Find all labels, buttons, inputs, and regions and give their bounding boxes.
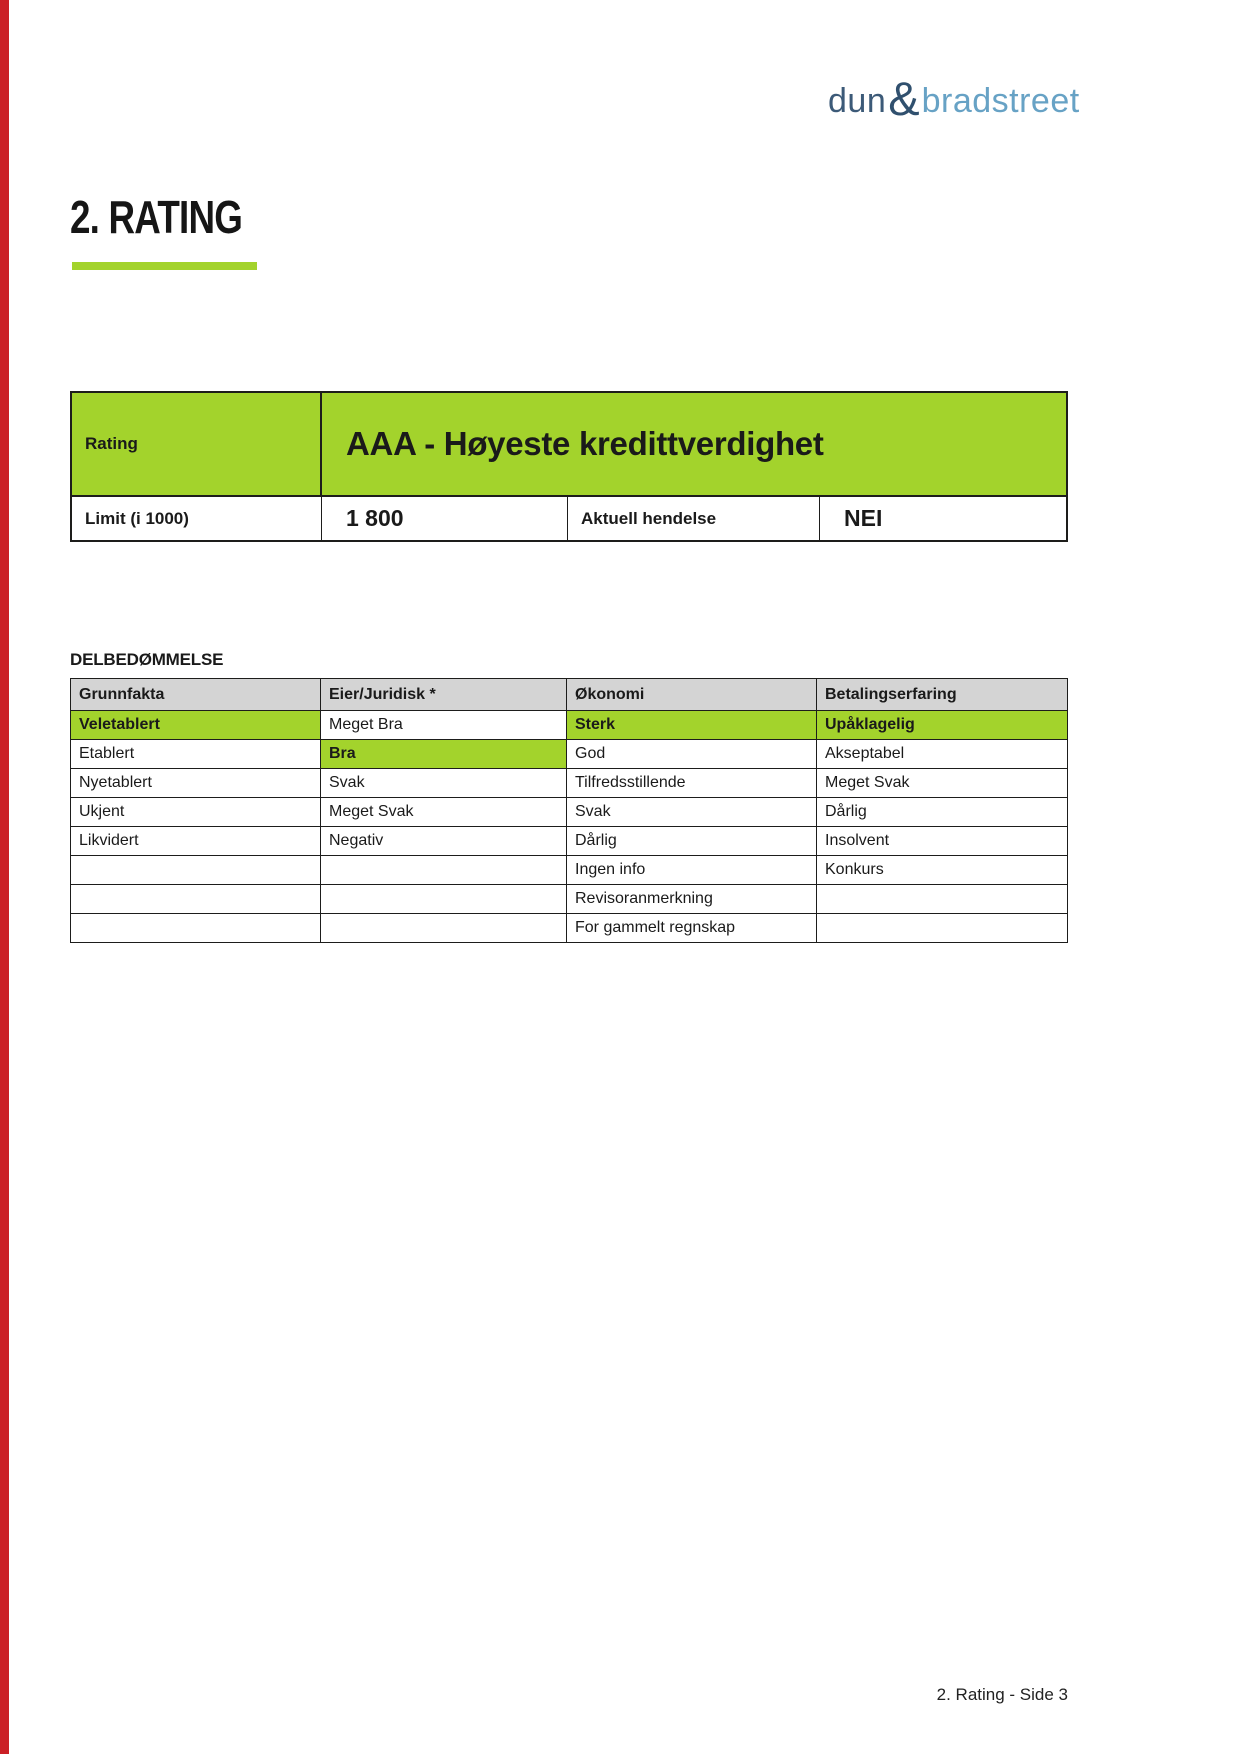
table-cell: Negativ xyxy=(321,827,567,856)
table-cell: Ingen info xyxy=(567,856,817,885)
column-header: Økonomi xyxy=(567,679,817,711)
table-cell: Upåklagelig xyxy=(817,711,1068,740)
table-cell: Meget Svak xyxy=(817,769,1068,798)
table-cell: Ukjent xyxy=(71,798,321,827)
limit-row xyxy=(70,497,1068,542)
subratings-table xyxy=(70,678,1068,943)
subratings-title: DELBEDØMMELSE xyxy=(70,650,224,669)
title-underline xyxy=(72,262,257,270)
rating-label: Rating xyxy=(72,393,322,495)
table-cell xyxy=(71,856,321,885)
table-cell: Sterk xyxy=(567,711,817,740)
table-cell: God xyxy=(567,740,817,769)
table-cell: Bra xyxy=(321,740,567,769)
table-cell: Likvidert xyxy=(71,827,321,856)
dnb-logo xyxy=(828,68,1080,123)
table-cell: Dårlig xyxy=(567,827,817,856)
column-header: Eier/Juridisk * xyxy=(321,679,567,711)
page-edge-stripe xyxy=(0,0,9,1754)
logo-word-dun: dun xyxy=(828,82,887,120)
table-cell: Svak xyxy=(567,798,817,827)
table-cell: Etablert xyxy=(71,740,321,769)
table-cell xyxy=(71,885,321,914)
table-cell xyxy=(321,856,567,885)
table-cell: Tilfredsstillende xyxy=(567,769,817,798)
page-title: 2. RATING xyxy=(70,191,243,243)
column-header: Betalingserfaring xyxy=(817,679,1068,711)
table-cell: Konkurs xyxy=(817,856,1068,885)
table-cell: Dårlig xyxy=(817,798,1068,827)
table-cell: Revisoranmerkning xyxy=(567,885,817,914)
table-cell xyxy=(321,885,567,914)
current-event-label: Aktuell hendelse xyxy=(568,497,820,540)
table-cell xyxy=(71,914,321,943)
table-cell: Meget Svak xyxy=(321,798,567,827)
table-cell: Akseptabel xyxy=(817,740,1068,769)
page-footer: 2. Rating - Side 3 xyxy=(936,1685,1068,1704)
table-cell xyxy=(817,914,1068,943)
current-event-value: NEI xyxy=(820,497,1066,540)
rating-value: AAA - Høyeste kredittverdighet xyxy=(322,393,1066,495)
column-header: Grunnfakta xyxy=(71,679,321,711)
table-cell: For gammelt regnskap xyxy=(567,914,817,943)
table-cell: Nyetablert xyxy=(71,769,321,798)
table-cell xyxy=(321,914,567,943)
table-cell: Veletablert xyxy=(71,711,321,740)
table-cell: Insolvent xyxy=(817,827,1068,856)
table-cell: Meget Bra xyxy=(321,711,567,740)
limit-label: Limit (i 1000) xyxy=(72,497,322,540)
logo-ampersand-icon: & xyxy=(888,72,920,125)
table-cell: Svak xyxy=(321,769,567,798)
rating-table xyxy=(70,391,1068,542)
limit-value: 1 800 xyxy=(322,497,568,540)
rating-row xyxy=(70,391,1068,497)
logo-word-bradstreet: bradstreet xyxy=(921,82,1080,120)
table-cell xyxy=(817,885,1068,914)
